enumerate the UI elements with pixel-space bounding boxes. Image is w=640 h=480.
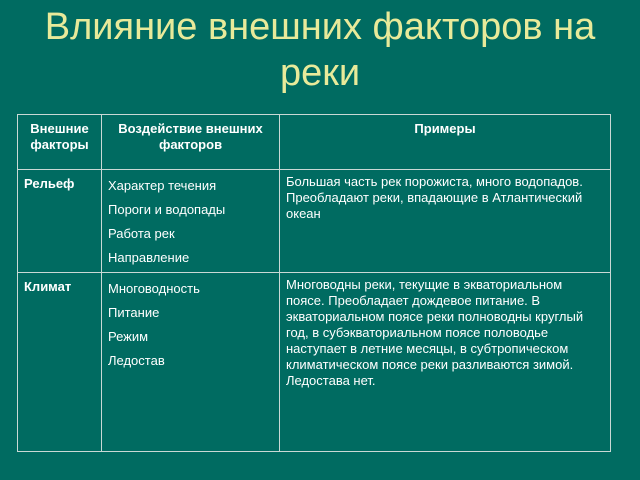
influence-item: Направление	[108, 250, 190, 265]
influence-item: Многоводность	[108, 281, 200, 296]
factors-table	[17, 114, 611, 452]
influence-item: Питание	[108, 305, 160, 320]
factor-cell: Рельеф	[18, 170, 102, 273]
influence-cell	[102, 273, 280, 452]
table-row	[18, 273, 611, 452]
header-influence: Воздействие внешних факторов	[102, 115, 280, 170]
slide-title: Влияние внешних факторов на реки	[44, 6, 596, 94]
header-external-factors: Внешние факторы	[18, 115, 102, 170]
examples-cell: Многоводны реки, текущие в экваториальном поясе. Преобладает дождевое питание. В экваториальном поясе реки полноводны круглый год, в субэкваториальном поясе половодье наступает в летние месяцы, в субтропическом климатическом поясе реки разливаются зимой. Ледостава нет.	[280, 273, 611, 452]
header-examples: Примеры	[280, 115, 611, 170]
influence-item: Режим	[108, 329, 149, 344]
table-header-row	[18, 115, 611, 170]
table-row	[18, 170, 611, 273]
influence-item: Ледостав	[108, 353, 165, 368]
influence-item: Пороги и водопады	[108, 202, 226, 217]
influence-item: Работа рек	[108, 226, 175, 241]
influence-item: Характер течения	[108, 178, 217, 193]
examples-cell: Большая часть рек порожиста, много водопадов. Преобладают реки, впадающие в Атлантический океан	[280, 170, 611, 273]
factor-cell: Климат	[18, 273, 102, 452]
influence-cell	[102, 170, 280, 273]
